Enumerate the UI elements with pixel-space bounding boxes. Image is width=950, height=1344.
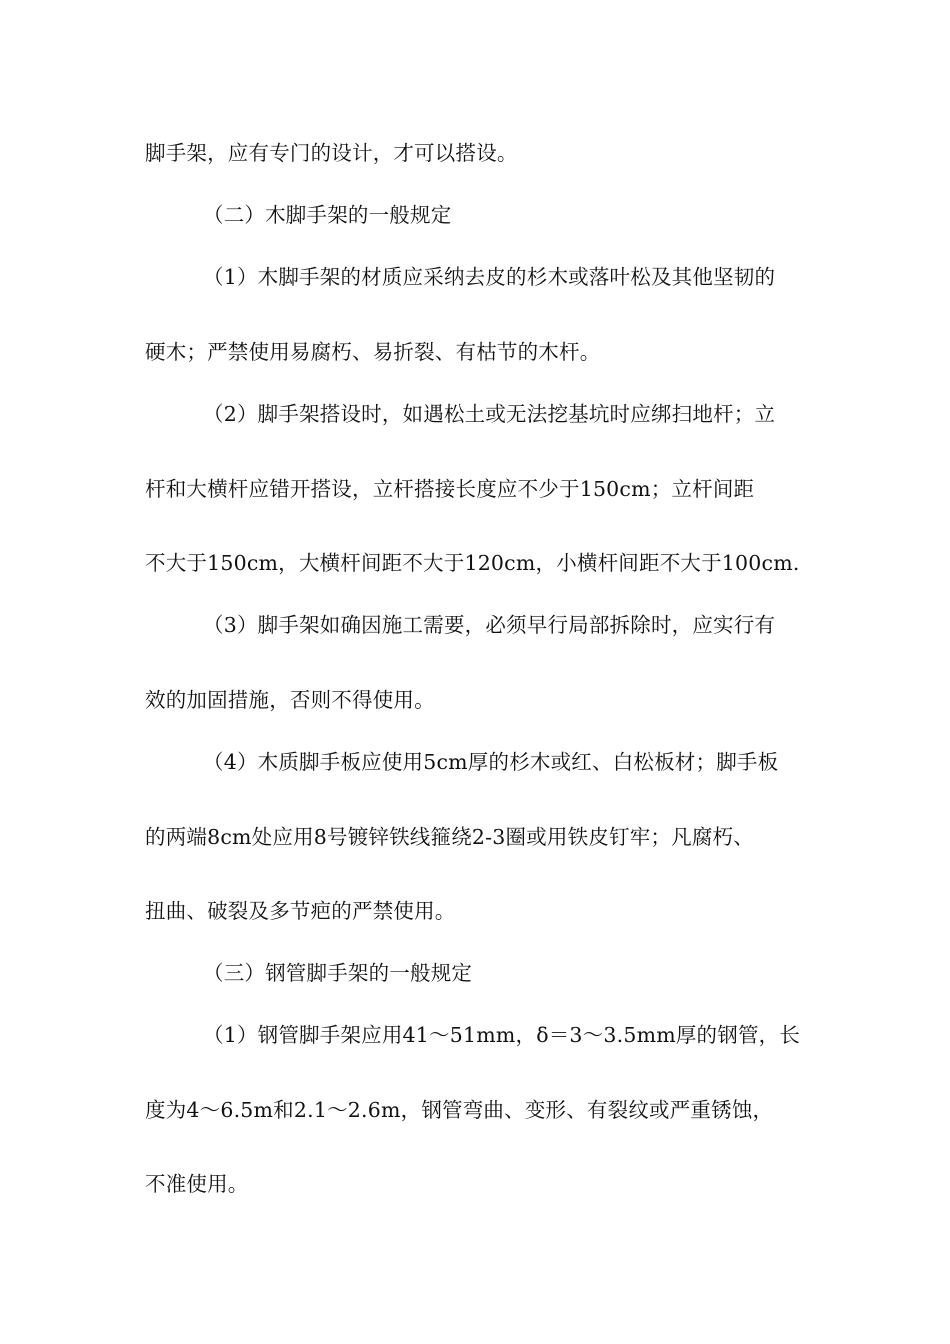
paragraph-line: 不准使用。: [145, 1172, 249, 1196]
paragraph-line: 脚手架，应有专门的设计，才可以搭设。: [145, 141, 518, 165]
paragraph-line: 度为4～6.5m和2.1～2.6m，钢管弯曲、变形、有裂纹或严重锈蚀，: [145, 1098, 774, 1122]
paragraph-line: （2）脚手架搭设时，如遇松土或无法挖基坑时应绑扫地杆；立: [203, 402, 776, 426]
paragraph-line: 不大于150cm，大横杆间距不大于120cm，小横杆间距不大于100cm.: [145, 551, 800, 575]
paragraph-line: 的两端8cm处应用8号镀锌铁线箍绕2-3圈或用铁皮钉牢；凡腐朽、: [145, 825, 754, 849]
paragraph-line: （3）脚手架如确因施工需要，必须早行局部拆除时，应实行有: [203, 613, 776, 637]
paragraph-line: 扭曲、破裂及多节疤的严禁使用。: [145, 899, 456, 923]
paragraph-line: （1）木脚手架的材质应采纳去皮的杉木或落叶松及其他坚韧的: [203, 265, 776, 289]
paragraph-line: 硬木；严禁使用易腐朽、易折裂、有枯节的木杆。: [145, 340, 601, 364]
section-heading: （二）木脚手架的一般规定: [203, 203, 452, 227]
section-heading: （三）钢管脚手架的一般规定: [203, 961, 473, 985]
paragraph-line: 杆和大横杆应错开搭设，立杆搭接长度应不少于150cm；立杆间距: [145, 477, 755, 501]
paragraph-line: （4）木质脚手板应使用5cm厚的杉木或红、白松板材；脚手板: [203, 750, 779, 774]
paragraph-line: （1）钢管脚手架应用41～51mm，δ＝3～3.5mm厚的钢管，长: [203, 1023, 801, 1047]
paragraph-line: 效的加固措施，否则不得使用。: [145, 688, 435, 712]
